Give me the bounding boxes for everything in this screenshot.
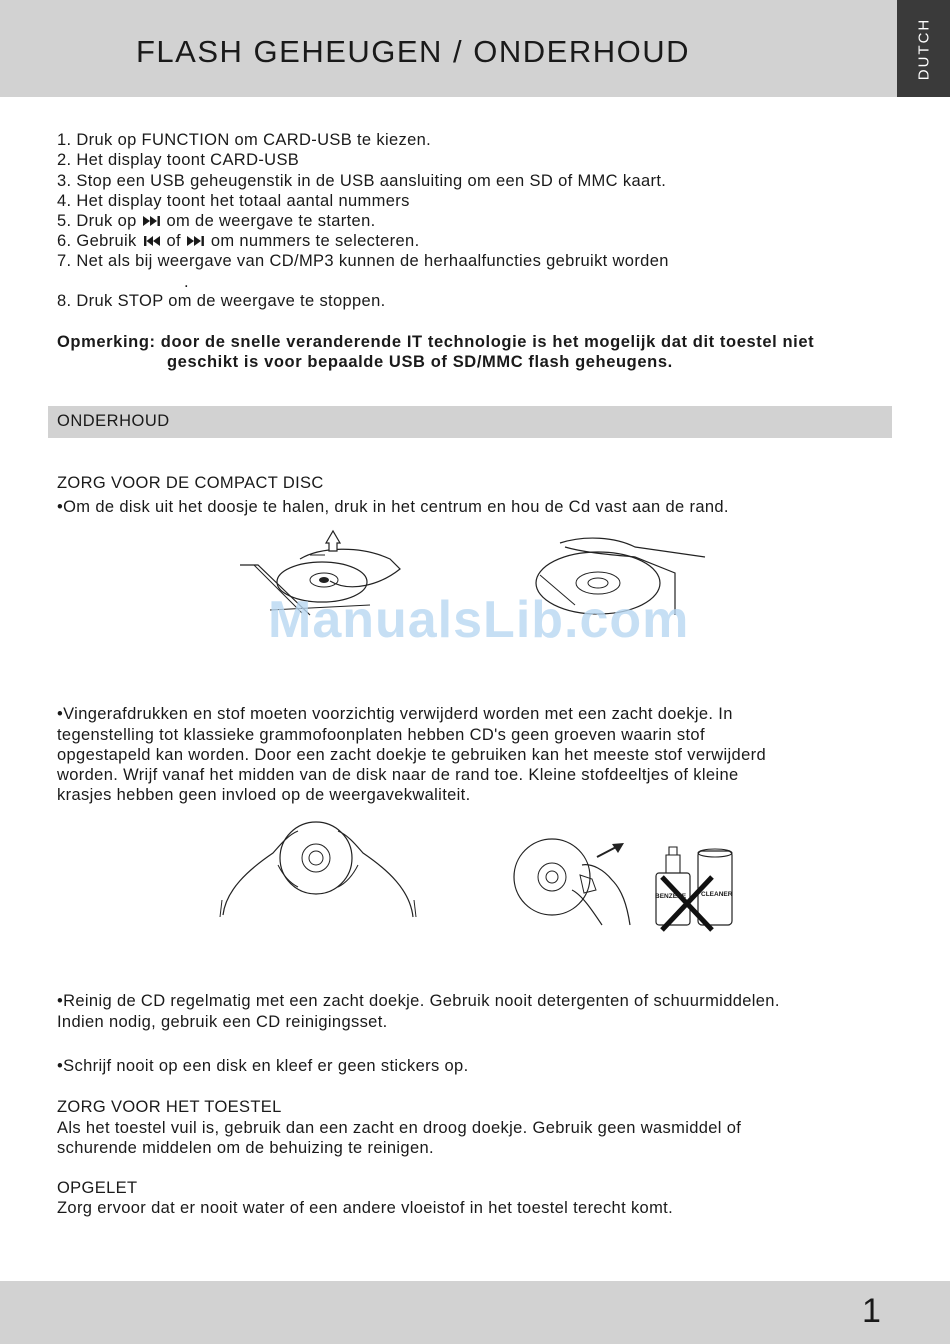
page-number: 1	[862, 1292, 881, 1330]
cd-care-bullet-2-line-1: •Vingerafdrukken en stof moeten voorzichtig verwijderd worden met een zacht doekje. In	[57, 705, 733, 723]
warning-text: Zorg ervoor dat er nooit water of een andere vloeistof in het toestel terecht komt.	[57, 1199, 674, 1217]
footer-bar	[0, 1281, 950, 1344]
section-title: ONDERHOUD	[57, 412, 170, 430]
cd-care-bullet-1: •Om de disk uit het doosje te halen, druk in het centrum en hou de Cd vast aan de rand.	[57, 498, 729, 516]
note-line-1: Opmerking: door de snelle veranderende IT technologie is het mogelijk dat dit toestel niet	[57, 333, 815, 351]
cd-care-bullet-4: •Schrijf nooit op een disk en kleef er geen stickers op.	[57, 1057, 469, 1075]
bottle-label-cleaner: CLEANER	[701, 891, 733, 898]
step-3: 3. Stop een USB geheugenstik in de USB aansluiting om een SD of MMC kaart.	[57, 172, 667, 190]
step-8: 8. Druk STOP om de weergave te stoppen.	[57, 292, 386, 310]
step-6-text-end: om nummers te selecteren.	[210, 232, 420, 250]
step-1: 1. Druk op FUNCTION om CARD-USB te kiezen.	[57, 131, 432, 149]
cd-care-heading: ZORG VOOR DE COMPACT DISC	[57, 474, 324, 492]
note-line-2: geschikt is voor bepaalde USB of SD/MMC flash geheugens.	[167, 353, 673, 371]
watermark: ManualsLib.com	[268, 591, 690, 649]
step-4: 4. Het display toont het totaal aantal nummers	[57, 192, 410, 210]
cd-care-bullet-2-line-2: tegenstelling tot klassieke grammofoonplaten hebben CD's geen groeven waarin stof	[57, 726, 705, 744]
page-title: FLASH GEHEUGEN / ONDERHOUD	[136, 34, 691, 69]
disc-wiping-illustration	[512, 835, 637, 930]
previous-track-icon	[142, 232, 162, 252]
warning-heading: OPGELET	[57, 1179, 138, 1197]
language-tab-label: DUTCH	[915, 17, 933, 81]
cd-care-bullet-2-line-4: worden. Wrijf vanaf het midden van de disk naar de rand toe. Kleine stofdeeltjes of kleine	[57, 766, 739, 784]
step-6-text-start: 6. Gebruik	[57, 232, 142, 250]
step-5	[57, 211, 376, 232]
cd-care-bullet-3-line-1: •Reinig de CD regelmatig met een zacht doekje. Gebruik nooit detergenten of schuurmiddelen.	[57, 992, 780, 1010]
disc-hands-illustration	[218, 825, 418, 920]
step-7-dot: .	[184, 273, 189, 291]
cd-care-bullet-2-line-5: krasjes hebben geen invloed op de weergavekwaliteit.	[57, 786, 471, 804]
step-5-text-start: 5. Druk op	[57, 212, 137, 230]
device-care-line-2: schurende middelen om de behuizing te reinigen.	[57, 1139, 434, 1157]
no-solvents-illustration	[652, 845, 737, 930]
step-5-text-end: om de weergave te starten.	[166, 212, 376, 230]
bottle-label-benzene: BENZENE	[655, 893, 687, 900]
step-2: 2. Het display toont CARD-USB	[57, 151, 300, 169]
step-6	[57, 231, 420, 252]
section-bar	[48, 406, 892, 438]
step-7: 7. Net als bij weergave van CD/MP3 kunnen de herhaalfuncties gebruikt worden	[57, 252, 669, 270]
step-6-text-middle: of	[166, 232, 181, 250]
device-care-line-1: Als het toestel vuil is, gebruik dan een zacht en droog doekje. Gebruik geen wasmiddel of	[57, 1119, 742, 1137]
cd-care-bullet-3-line-2: Indien nodig, gebruik een CD reinigingsset.	[57, 1013, 388, 1031]
next-track-icon	[186, 232, 206, 252]
device-care-heading: ZORG VOOR HET TOESTEL	[57, 1098, 282, 1116]
cd-care-bullet-2-line-3: opgestapeld kan worden. Door een zacht doekje te gebruiken kan het meeste stof verwijderd	[57, 746, 766, 764]
play-skip-icon	[142, 212, 162, 232]
